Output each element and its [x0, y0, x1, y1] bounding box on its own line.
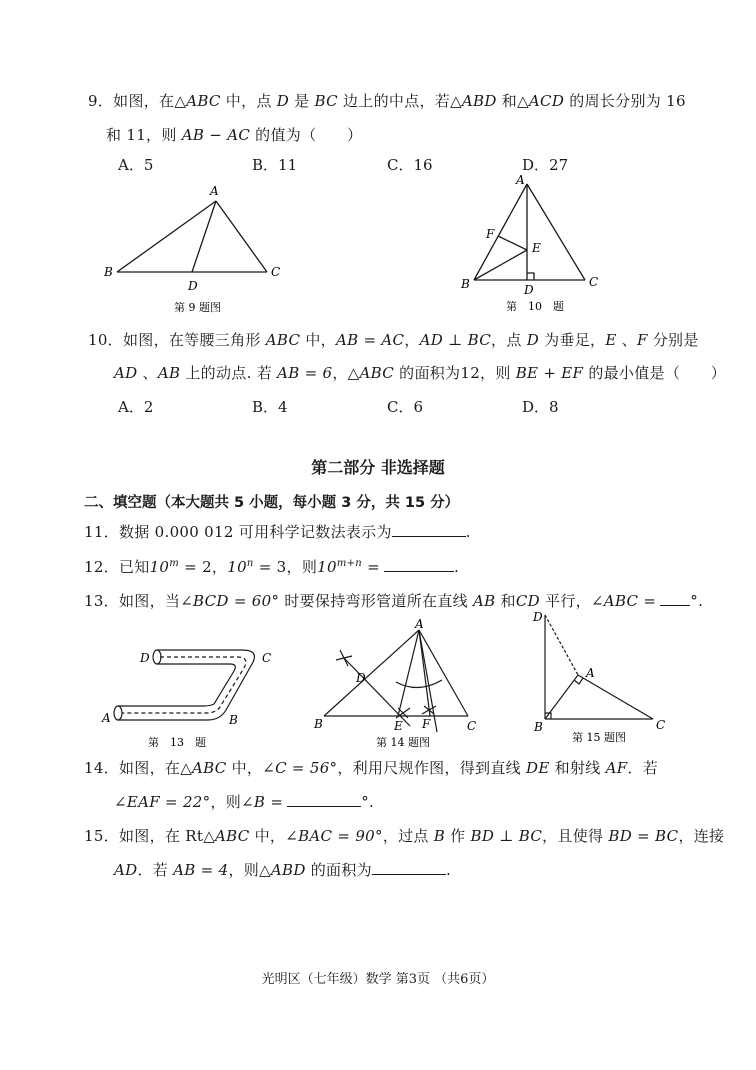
fig10-right-angle-mark — [527, 273, 534, 280]
fig15-caption: 第 15 题图 — [572, 731, 626, 744]
fig15-label-c: C — [656, 718, 666, 732]
fig10-label-a: A — [516, 173, 525, 187]
q9-option-d[interactable]: D．27 — [522, 156, 569, 174]
fig14-segment-ae — [398, 630, 419, 716]
fig9-side-ac — [216, 201, 267, 272]
fig9-side-ab — [117, 201, 216, 272]
fig15-label-b: B — [534, 720, 543, 734]
figure-15 — [528, 605, 678, 750]
fig13-pipe-end-d — [153, 650, 161, 664]
page-footer: 光明区（七年级）数学 第3页 （共6页） — [261, 972, 495, 987]
fig10-label-f: F — [486, 227, 495, 241]
fig14-side-ab — [324, 630, 419, 716]
q9-line2: 和 11，则 AB − AC 的值为（ ） — [106, 126, 363, 144]
fig13-label-c: C — [262, 651, 272, 665]
q10-option-c[interactable]: C．6 — [387, 398, 424, 416]
fig14-label-d: D — [356, 671, 366, 685]
q15-answer-blank[interactable] — [372, 860, 446, 875]
fig13-pipe-end-a — [114, 706, 122, 720]
figure-14 — [310, 617, 490, 755]
q10-line1: 10．如图，在等腰三角形 ABC 中，AB = AC，AD ⊥ BC，点 D 为垂足，E 、F 分别是 — [88, 331, 699, 349]
figure-9 — [100, 180, 290, 320]
fig13-pipe-inner — [118, 664, 235, 706]
fig14-label-c: C — [467, 719, 477, 733]
fig14-segment-af-inner — [419, 630, 430, 716]
fig10-label-c: C — [589, 275, 599, 289]
q12-answer-blank[interactable] — [384, 557, 454, 572]
q9-line1: 9．如图，在△ABC 中，点 D 是 BC 边上的中点，若△ABD 和△ACD 的周长分别为 16 — [88, 92, 686, 110]
fig13-label-a: A — [102, 711, 111, 725]
fig9-median-ad — [192, 201, 216, 272]
fig15-side-ac — [578, 675, 653, 719]
fig14-label-e: E — [394, 719, 403, 733]
q10-line2: AD 、AB 上的动点. 若 AB = 6，△ABC 的面积为12，则 BE + EF 的最小值是（ ） — [114, 364, 727, 382]
q10-option-b[interactable]: B．4 — [252, 398, 288, 416]
figure-13 — [100, 640, 290, 755]
fig10-segment-ef — [498, 236, 527, 250]
fig10-label-b: B — [461, 277, 470, 291]
fig9-caption: 第 9 题图 — [174, 301, 221, 314]
fig10-side-ac — [527, 184, 585, 280]
q9-option-b[interactable]: B．11 — [252, 156, 298, 174]
q14-line1: 14．如图，在△ABC 中，∠C = 56°，利用尺规作图，得到直线 DE 和射线 AF．若 — [84, 759, 659, 777]
section2-title: 二、填空题（本大题共 5 小题，每小题 3 分，共 15 分） — [84, 495, 460, 511]
q11-answer-blank[interactable] — [392, 522, 466, 537]
fig9-label-c: C — [271, 265, 281, 279]
q11-line: 11．数据 0.000 012 可用科学记数法表示为 . — [84, 523, 471, 541]
fig10-label-d: D — [524, 283, 534, 297]
figure-10 — [458, 170, 608, 315]
q12-line: 12．已知$10^m = 2$，$10^n = 3$，则$10^{m+n}$ = . — [84, 558, 460, 576]
q15-line1: 15．如图，在 Rt△ABC 中，∠BAC = 90°，过点 B 作 BD ⊥ BC，且使得 BD = BC，连接 — [84, 827, 725, 845]
fig9-label-d: D — [188, 279, 198, 293]
fig14-label-f: F — [422, 717, 431, 731]
fig15-label-d: D — [533, 610, 543, 624]
fig14-arc — [396, 680, 442, 688]
q9-option-a[interactable]: A．5 — [118, 156, 154, 174]
fig13-label-b: B — [229, 713, 238, 727]
fig10-label-e: E — [532, 241, 541, 255]
q13-line: 13．如图，当∠BCD = 60° 时要保持弯形管道所在直线 AB 和CD 平行，∠ABC = °. — [84, 592, 704, 610]
q14-answer-blank[interactable] — [287, 792, 361, 807]
fig15-segment-ad — [545, 615, 578, 675]
fig15-label-a: A — [586, 666, 595, 680]
fig14-label-a: A — [415, 617, 424, 631]
fig14-caption: 第 14 题图 — [376, 736, 430, 749]
part2-heading: 第二部分 非选择题 — [311, 458, 445, 477]
fig13-center-line — [122, 657, 246, 713]
q14-line2: ∠EAF = 22°，则∠B = °. — [114, 793, 375, 811]
fig14-label-b: B — [314, 717, 323, 731]
fig13-label-d: D — [140, 651, 150, 665]
fig13-caption: 第 13 题 — [148, 736, 206, 749]
q10-option-a[interactable]: A．2 — [118, 398, 154, 416]
q9-option-c[interactable]: C．16 — [387, 156, 433, 174]
q13-answer-blank[interactable] — [660, 591, 690, 606]
q10-option-d[interactable]: D．8 — [522, 398, 559, 416]
fig10-caption: 第 10 题 — [506, 300, 564, 313]
fig9-label-b: B — [104, 265, 113, 279]
q15-line2: AD．若 AB = 4，则△ABD 的面积为 . — [114, 861, 452, 879]
fig9-label-a: A — [210, 184, 219, 198]
